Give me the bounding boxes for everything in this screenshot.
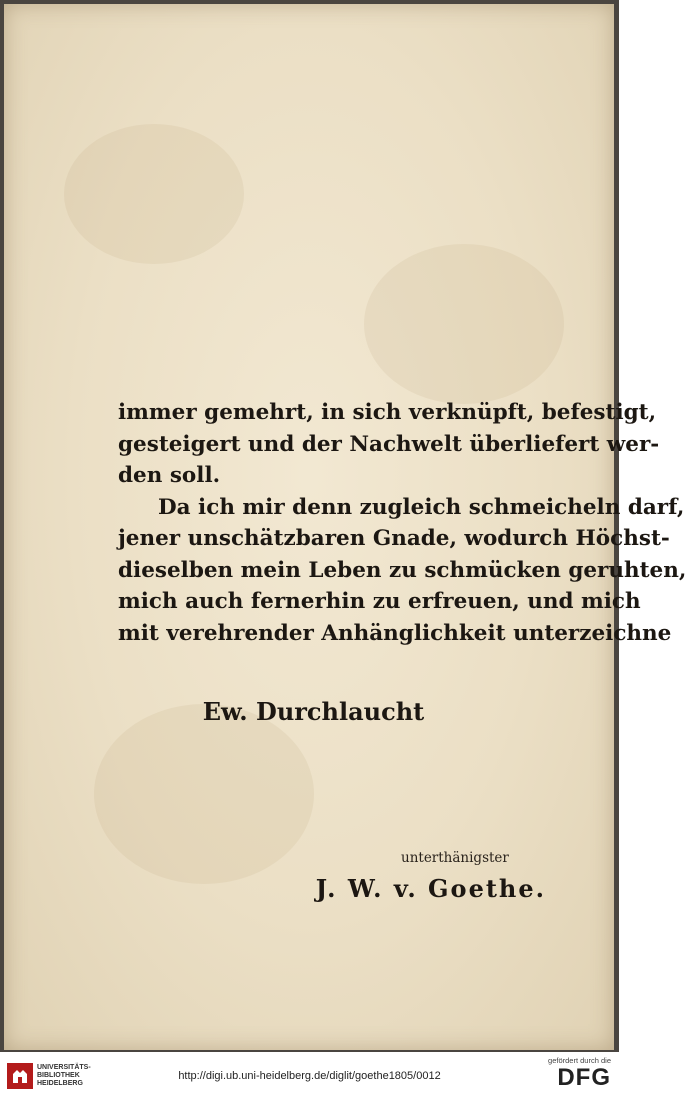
- library-name-line: HEIDELBERG: [37, 1080, 83, 1087]
- letter-body: [118, 397, 686, 649]
- text-line: immer gemehrt, in sich verknüpft, befestigt,: [118, 400, 657, 425]
- book-page: [4, 4, 686, 1050]
- sponsor-block: [521, 1056, 611, 1091]
- paper-stain: [64, 124, 244, 264]
- permalink[interactable]: http://digi.ub.uni-heidelberg.de/diglit/goethe1805/0012: [178, 1070, 441, 1082]
- paper-stain: [94, 704, 314, 884]
- text-line: mich auch fernerhin zu erfreuen, und mich: [118, 589, 641, 614]
- viewer-footer: [0, 1052, 619, 1099]
- closing-phrase: unterthänigster: [401, 850, 509, 866]
- text-line: gesteigert und der Nachwelt überliefert wer-: [118, 431, 660, 457]
- text-line: Da ich mir denn zugleich schmeicheln darf,: [158, 494, 685, 520]
- text-line: mit verehrender Anhänglichkeit unterzeichne: [118, 620, 672, 646]
- text-line: dieselben mein Leben zu schmücken geruhten,: [118, 557, 686, 583]
- library-name-line: UNIVERSITÄTS-: [37, 1064, 91, 1071]
- signature: J. W. v. Goethe.: [315, 874, 546, 903]
- library-name-line: BIBLIOTHEK: [37, 1072, 80, 1079]
- dfg-logo: DFG: [557, 1064, 611, 1091]
- paper-stain: [364, 244, 564, 404]
- salutation: Ew. Durchlaucht: [202, 697, 425, 726]
- sponsor-caption: gefördert durch die: [548, 1056, 611, 1065]
- text-line: den soll.: [118, 463, 221, 488]
- text-line: jener unschätzbaren Gnade, wodurch Höchst-: [118, 526, 670, 551]
